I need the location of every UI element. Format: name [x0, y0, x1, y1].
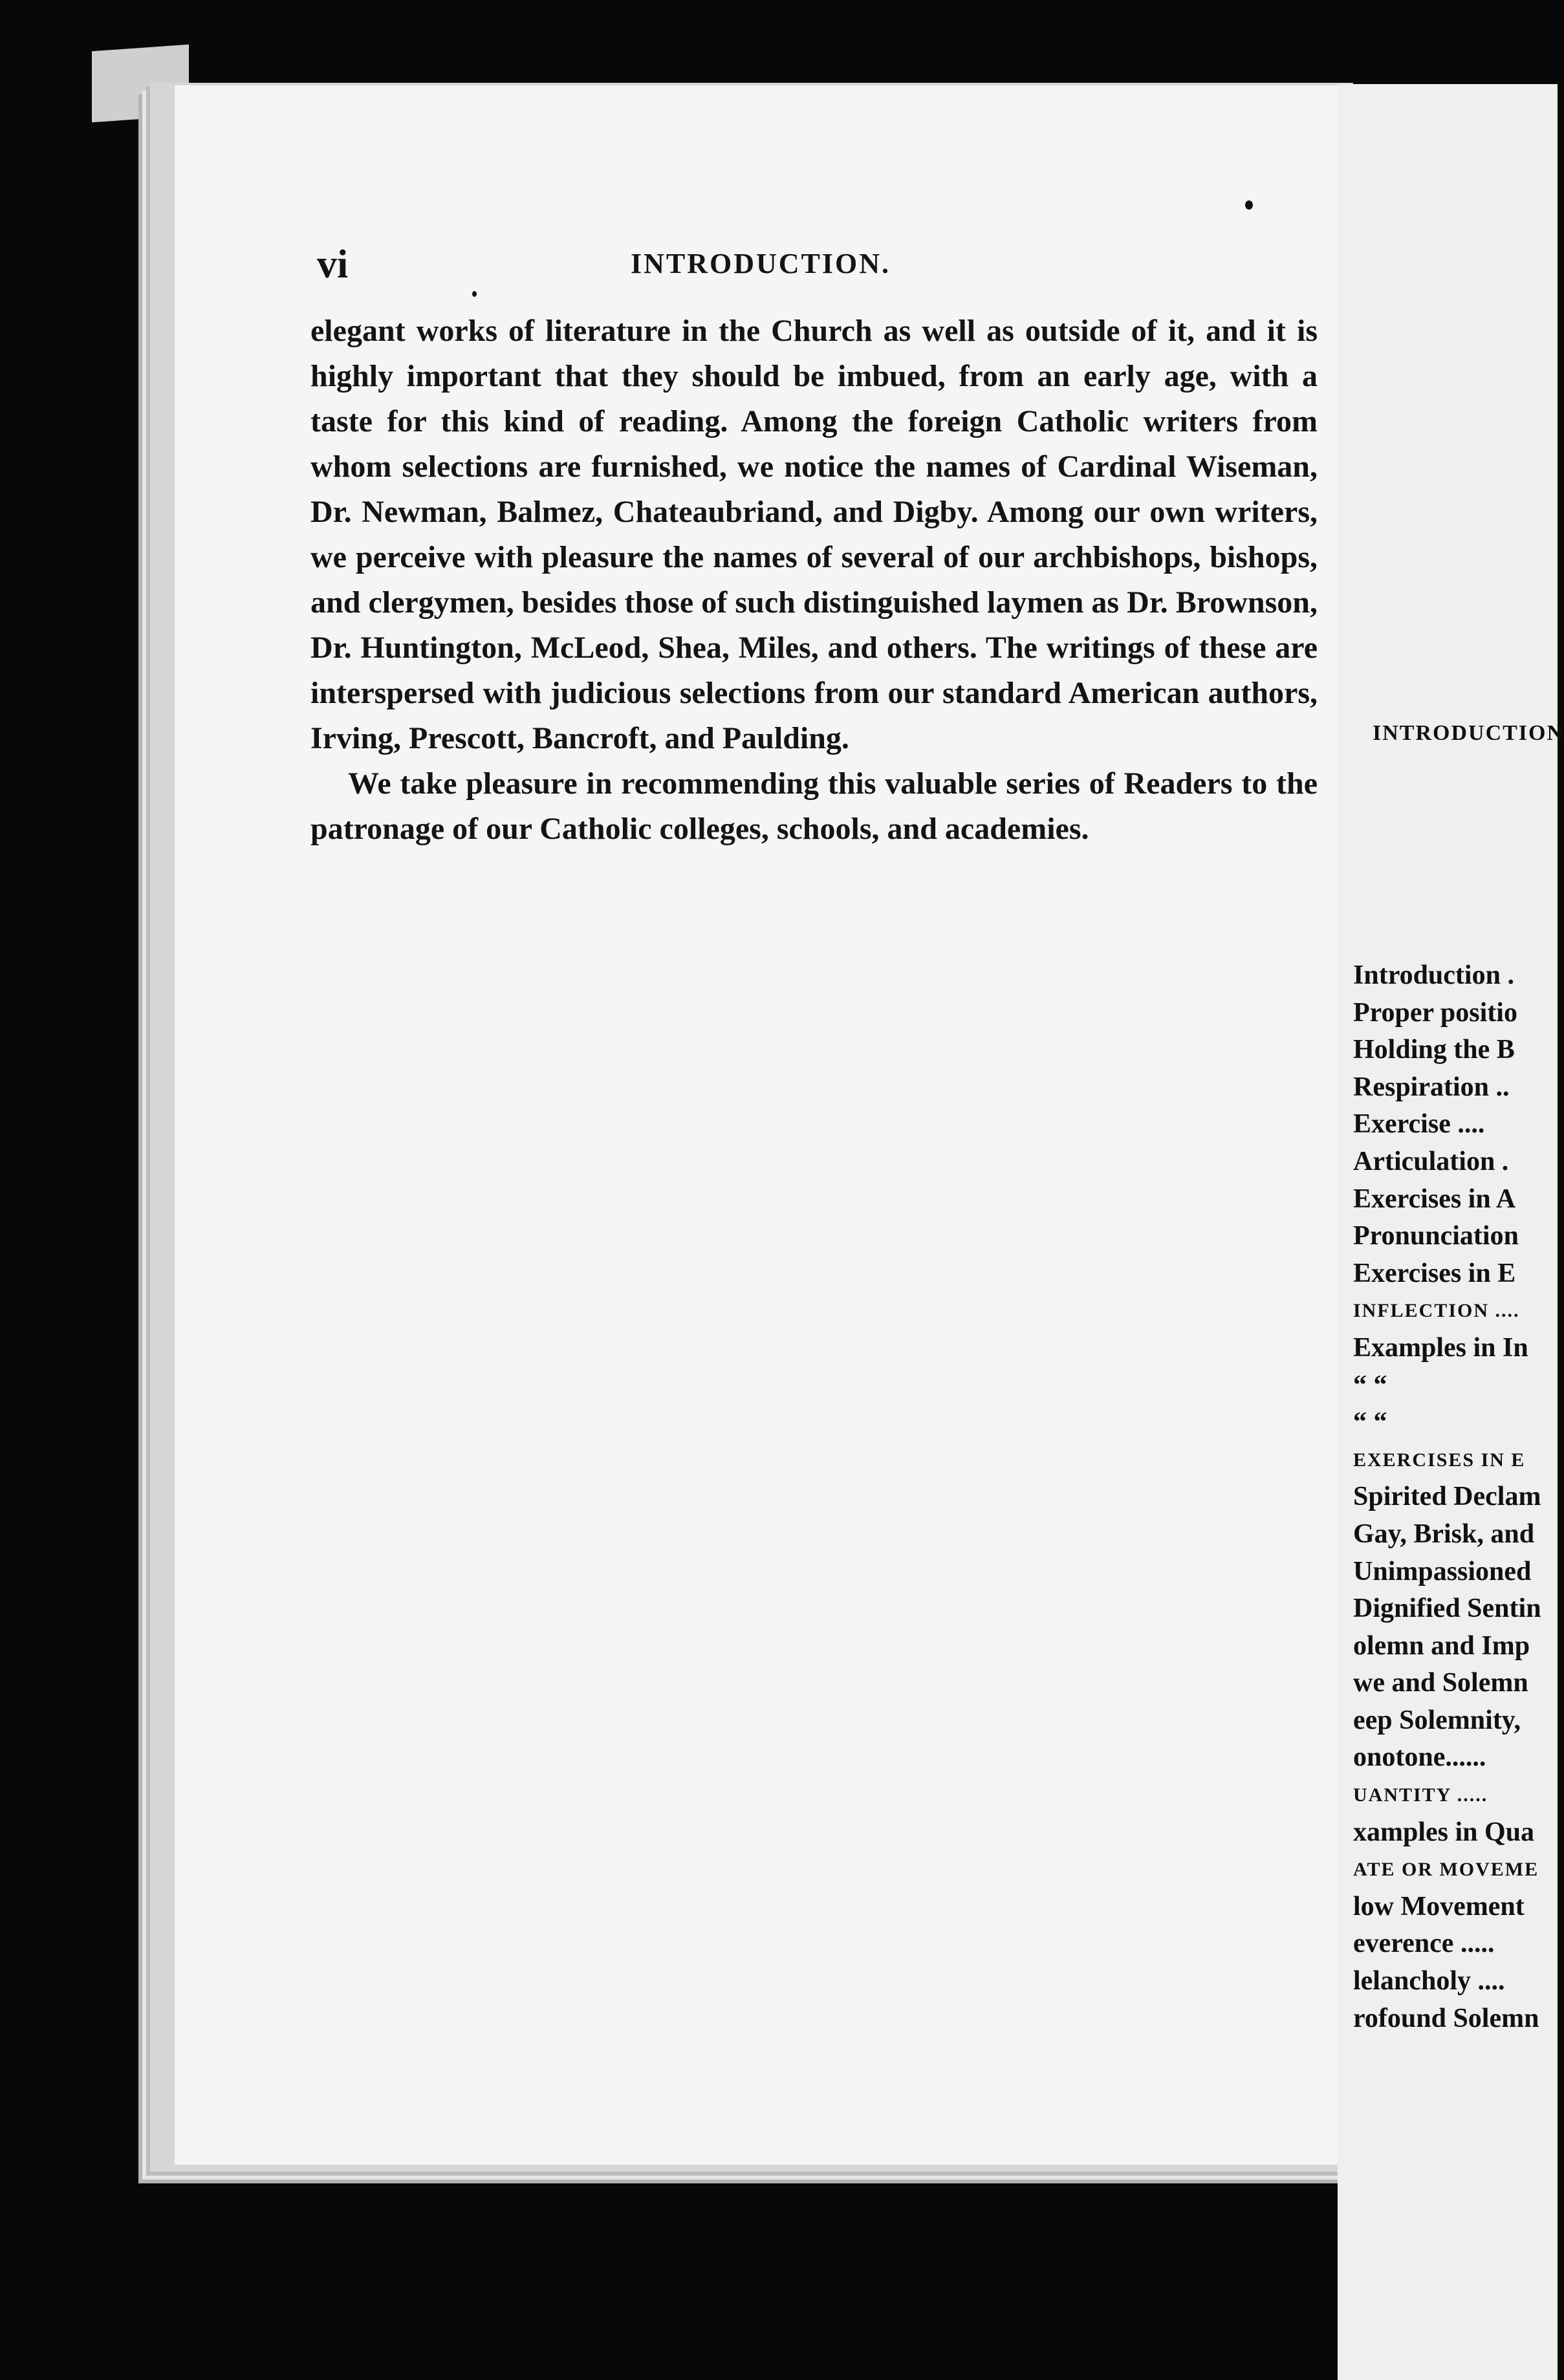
body-text	[310, 308, 1318, 852]
toc-entry: ATE OR MOVEME	[1353, 1859, 1539, 1881]
toc-entry: INFLECTION ....	[1353, 1300, 1520, 1322]
paragraph-2: We take pleasure in recommending this valuable series of Readers to the patronage of our Catholic colleges, schools, and academies.	[310, 766, 1318, 846]
toc-entry: UANTITY .....	[1353, 1784, 1488, 1806]
toc-entry: Examples in In	[1353, 1332, 1528, 1363]
toc-entry: Gay, Brisk, and	[1353, 1519, 1535, 1549]
ink-speck	[472, 291, 477, 297]
table-of-contents	[1353, 957, 1541, 2037]
toc-entry: Holding the B	[1353, 1035, 1515, 1065]
toc-entry: lelancholy ....	[1353, 1966, 1505, 1996]
toc-entry: olemn and Imp	[1353, 1630, 1530, 1661]
toc-entry: Exercises in A	[1353, 1184, 1516, 1214]
toc-entry: Articulation .	[1353, 1146, 1509, 1176]
paragraph-1: elegant works of literature in the Church as well as outside of it, and it is highly important that they should be imbued, from an early age, with a taste for this kind of reading. Among the foreign Catholic writers from whom selections are furnished, we notice the names of Cardinal Wiseman, Dr. Newman, Balmez, Chateaubriand, and Digby. Among our own writers, we perceive with pleasure the names of several of our archbishops, bishops, and clergymen, besides those of such distinguished laymen as Dr. Brownson, Dr. Huntington, McLeod, Shea, Miles, and others. The writings of these are interspersed with judicious selections from our standard American authors, Irving, Prescott, Bancroft, and Paulding.	[310, 314, 1318, 755]
toc-entry: Unimpassioned	[1353, 1556, 1532, 1586]
toc-entry: Pronunciation	[1353, 1221, 1519, 1251]
toc-entry: we and Solemn	[1353, 1668, 1528, 1698]
toc-entry: eep Solemnity,	[1353, 1705, 1521, 1735]
toc-entry: Exercise ....	[1353, 1109, 1485, 1140]
toc-entry: EXERCISES IN E	[1353, 1449, 1526, 1471]
ink-speck	[1245, 200, 1253, 210]
left-page	[175, 85, 1347, 2165]
toc-entry: Proper positio	[1353, 997, 1517, 1028]
toc-entry: Spirited Declam	[1353, 1482, 1541, 1512]
running-head: INTRODUCTION.	[630, 248, 891, 279]
toc-entry: onotone......	[1353, 1742, 1486, 1773]
page-number: vi	[317, 243, 349, 287]
toc-entry: Exercises in E	[1353, 1258, 1516, 1288]
toc-entry: Respiration ..	[1353, 1072, 1510, 1102]
toc-entry: “ “	[1353, 1407, 1387, 1438]
toc-entry: Dignified Sentin	[1353, 1594, 1541, 1624]
right-page-heading: INTRODUCTION	[1373, 721, 1564, 745]
toc-entry: Introduction .	[1353, 960, 1514, 990]
right-page	[1338, 84, 1564, 2380]
toc-entry: “ “	[1353, 1370, 1387, 1400]
toc-entry: rofound Solemn	[1353, 2003, 1539, 2033]
toc-entry: xamples in Qua	[1353, 1817, 1535, 1847]
toc-entry: low Movement	[1353, 1891, 1525, 1921]
toc-entry: everence .....	[1353, 1929, 1495, 1959]
